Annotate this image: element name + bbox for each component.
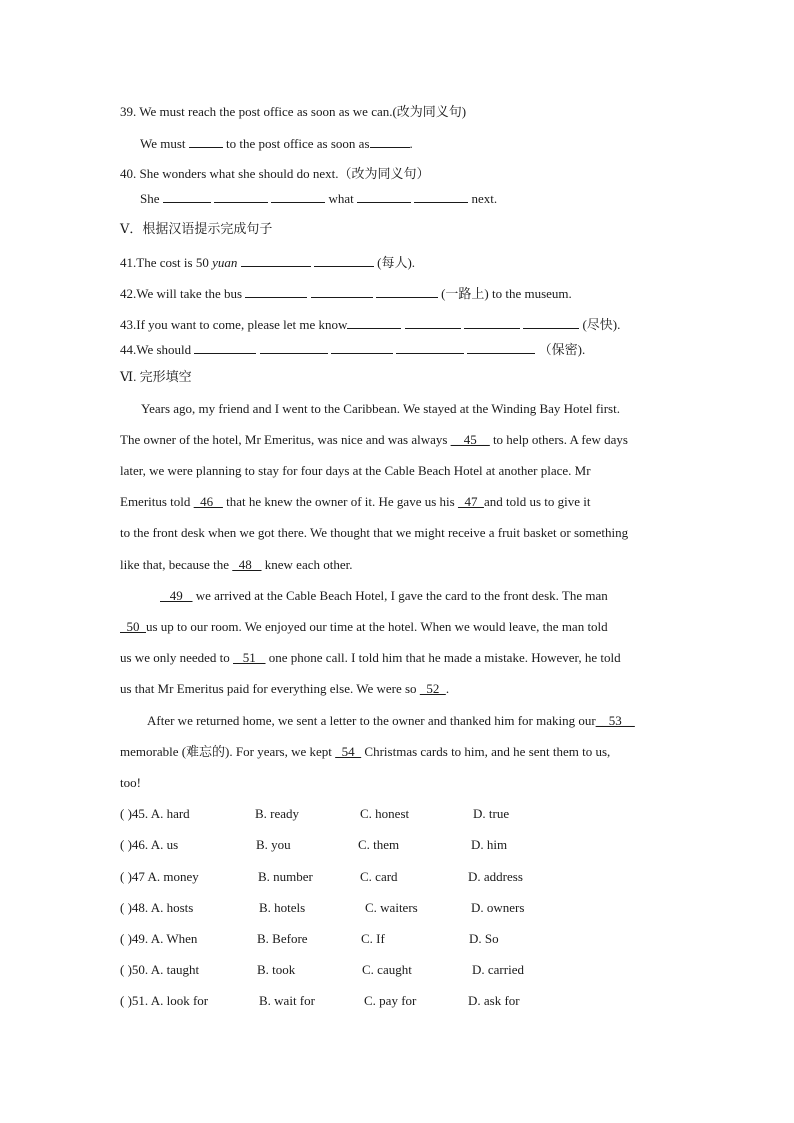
option-d: D. carried <box>472 962 524 977</box>
option-c: C. card <box>360 869 398 884</box>
passage-text: memorable (难忘的). For years, we kept <box>120 744 332 759</box>
passage-text: one phone call. I told him that he made a mistake. However, he told <box>268 650 621 665</box>
passage-line <box>120 494 590 510</box>
passage-text: to help others. A few days <box>492 432 628 447</box>
passage-text: The owner of the hotel, Mr Emeritus, was nice and was always <box>120 432 448 447</box>
answer-blank[interactable] <box>194 341 256 354</box>
option-c: C. caught <box>362 962 412 977</box>
passage-line <box>147 713 635 729</box>
q44-text-1: 44.We should <box>120 342 192 357</box>
question-44 <box>120 341 585 358</box>
blank-50: 50 <box>120 619 146 634</box>
option-b: B. wait for <box>259 993 315 1008</box>
passage-text: us up to our room. We enjoyed our time at the hotel. When we would leave, the man told <box>146 619 608 634</box>
option-d: D. So <box>469 931 499 946</box>
option-c: C. If <box>361 931 385 946</box>
option-number: ( )48. A. hosts <box>120 900 194 915</box>
option-b: B. Before <box>257 931 308 946</box>
q43-text-2: (尽快). <box>582 317 621 332</box>
q43-text-1: 43.If you want to come, please let me know <box>120 317 348 332</box>
passage-line <box>120 681 449 697</box>
option-d: D. address <box>468 869 523 884</box>
q39-text-1: We must <box>140 136 186 151</box>
passage-text: us we only needed to <box>120 650 230 665</box>
passage-text: knew each other. <box>264 557 353 572</box>
passage-line: Years ago, my friend and I went to the Caribbean. We stayed at the Winding Bay Hotel first. <box>141 401 620 416</box>
passage-line: later, we were planning to stay for four days at the Cable Beach Hotel at another place. Mr <box>120 463 591 478</box>
option-d: D. true <box>473 806 510 821</box>
option-b: B. you <box>256 837 291 852</box>
answer-blank[interactable] <box>405 316 461 329</box>
q41-text-1: 41.The cost is 50 <box>120 255 209 270</box>
q40-text-1: She <box>140 191 160 206</box>
blank-51: 51 <box>233 650 266 665</box>
answer-blank[interactable] <box>464 316 520 329</box>
passage-line <box>120 650 621 666</box>
passage-line: to the front desk when we got there. We thought that we might receive a fruit basket or something <box>120 525 629 540</box>
q42-text-2: (一路上) to the museum. <box>441 286 572 301</box>
option-number: ( )50. A. taught <box>120 962 200 977</box>
passage-text: us that Mr Emeritus paid for everything else. We were so <box>120 681 417 696</box>
option-number: ( )51. A. look for <box>120 993 209 1008</box>
answer-blank[interactable] <box>245 285 307 298</box>
q41-italic-word: yuan <box>212 255 238 270</box>
blank-49: 49 <box>160 588 193 603</box>
question-40-answer-line <box>140 190 497 207</box>
q39-text-2: to the post office as soon as <box>226 136 370 151</box>
q44-text-2: （保密). <box>538 342 586 357</box>
answer-blank[interactable] <box>414 190 468 203</box>
q39-text-3: . <box>409 136 413 151</box>
answer-blank[interactable] <box>314 254 374 267</box>
passage-line <box>120 744 610 760</box>
question-43 <box>120 316 620 333</box>
blank-48: 48 <box>232 557 262 572</box>
option-number: ( )46. A. us <box>120 837 179 852</box>
option-d: D. him <box>471 837 508 852</box>
option-b: B. took <box>257 962 296 977</box>
passage-text: Emeritus told <box>120 494 191 509</box>
question-40: 40. She wonders what she should do next.（改为同义句） <box>120 166 430 181</box>
answer-blank[interactable] <box>311 285 373 298</box>
question-42 <box>120 285 572 302</box>
question-39-answer-line <box>140 135 413 152</box>
passage-text: and told us to give it <box>483 494 591 509</box>
section-6-heading: Ⅵ. 完形填空 <box>120 369 192 384</box>
passage-text: . <box>445 681 450 696</box>
answer-blank[interactable] <box>241 254 311 267</box>
blank-54: 54 <box>335 744 362 759</box>
option-b: B. hotels <box>259 900 306 915</box>
q40-text-2: what <box>328 191 354 206</box>
option-c: C. pay for <box>364 993 417 1008</box>
blank-47: 47 <box>457 494 484 509</box>
option-d: D. ask for <box>468 993 520 1008</box>
passage-line <box>120 619 608 635</box>
answer-blank[interactable] <box>467 341 535 354</box>
option-c: C. them <box>358 837 400 852</box>
answer-blank[interactable] <box>214 190 268 203</box>
option-b: B. number <box>258 869 313 884</box>
passage-text: Christmas cards to him, and he sent them to us, <box>364 744 611 759</box>
answer-blank[interactable] <box>347 316 401 329</box>
question-39: 39. We must reach the post office as soon as we can.(改为同义句) <box>120 104 467 119</box>
option-number: ( )47 A. money <box>120 869 199 884</box>
option-d: D. owners <box>471 900 525 915</box>
option-b: B. ready <box>255 806 300 821</box>
answer-blank[interactable] <box>271 190 325 203</box>
option-number: ( )49. A. When <box>120 931 198 946</box>
answer-blank[interactable] <box>189 135 223 148</box>
blank-53: __53__ <box>595 713 635 728</box>
passage-text: we arrived at the Cable Beach Hotel, I gave the card to the front desk. The man <box>195 588 608 603</box>
passage-line: too! <box>120 775 141 790</box>
passage-text: that he knew the owner of it. He gave us his <box>226 494 455 509</box>
question-41 <box>120 254 415 271</box>
option-c: C. honest <box>360 806 410 821</box>
answer-blank[interactable] <box>370 135 410 148</box>
passage-line <box>120 432 628 448</box>
blank-45: __45__ <box>450 432 490 447</box>
passage-text: After we returned home, we sent a letter to the owner and thanked him for making our <box>147 713 596 728</box>
answer-blank[interactable] <box>357 190 411 203</box>
answer-blank[interactable] <box>260 341 328 354</box>
answer-blank[interactable] <box>523 316 579 329</box>
q42-text-1: 42.We will take the bus <box>120 286 243 301</box>
option-number: ( )45. A. hard <box>120 806 190 821</box>
option-c: C. waiters <box>365 900 418 915</box>
answer-blank[interactable] <box>331 341 393 354</box>
answer-blank[interactable] <box>396 341 464 354</box>
q41-text-2: (每人). <box>377 255 416 270</box>
passage-line <box>160 588 608 604</box>
q40-text-3: next. <box>471 191 498 206</box>
blank-46: 46 <box>193 494 223 509</box>
answer-blank[interactable] <box>163 190 211 203</box>
passage-text: like that, because the <box>120 557 230 572</box>
passage-line <box>120 557 352 573</box>
answer-blank[interactable] <box>376 285 438 298</box>
section-5-heading: Ⅴ．根据汉语提示完成句子 <box>120 221 273 236</box>
blank-52: 52 <box>419 681 446 696</box>
